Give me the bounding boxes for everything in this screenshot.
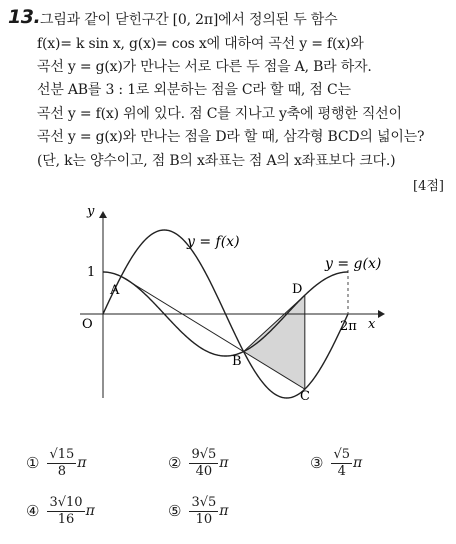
statement-line-5: 곡선 y = f(x) 위에 있다. 점 C를 지나고 y축에 평행한 직선이 (37, 106, 402, 122)
choice-4-numerator: 3√10 (49, 495, 83, 510)
choice-5-numerator: 3√5 (191, 495, 217, 510)
choice-1-fraction (47, 448, 76, 478)
y-tick-label: 1 (87, 265, 96, 280)
choice-1-denominator: 8 (57, 463, 66, 479)
choice-3-suffix: π (353, 455, 363, 472)
g-curve-label: y = g(x) (325, 256, 382, 272)
choice-4-suffix: π (85, 503, 95, 520)
origin-label: O (82, 317, 93, 332)
choice-4-mark: ④ (26, 502, 40, 521)
statement-line-4: 선분 AB를 3 : 1로 외분하는 점을 C라 할 때, 점 C는 (37, 82, 351, 98)
choice-5[interactable] (168, 496, 228, 526)
choice-5-mark: ⑤ (168, 502, 182, 521)
point-label-a: A (110, 283, 120, 298)
point-label-b: B (232, 354, 242, 369)
choice-2-denominator: 40 (195, 463, 213, 479)
choice-3-numerator: √5 (333, 447, 351, 462)
statement-line-3: 곡선 y = g(x)가 만나는 서로 다른 두 점을 A, B라 하자. (37, 59, 372, 75)
choice-2[interactable] (168, 448, 228, 478)
y-axis-label: y (87, 204, 95, 219)
choice-2-suffix: π (219, 455, 229, 472)
choice-1-mark: ① (26, 454, 40, 473)
choice-1-suffix: π (77, 455, 87, 472)
x-axis-label: x (368, 317, 376, 332)
choice-3-mark: ③ (310, 454, 324, 473)
points-label: [4점] (413, 179, 444, 194)
statement-line-6: 곡선 y = g(x)와 만나는 점을 D라 할 때, 삼각형 BCD의 넓이는? (37, 129, 425, 145)
statement-line-7: (단, k는 양수이고, 점 B의 x좌표는 점 A의 x좌표보다 크다.) (37, 153, 396, 169)
choice-3-denominator: 4 (337, 463, 346, 479)
choice-2-numerator: 9√5 (191, 447, 217, 462)
triangle-bcd (244, 295, 305, 389)
statement-line-2: f(x)= k sin x, g(x)= cos x에 대하여 곡선 y = f(x)와 (37, 36, 364, 52)
statement-line-1: 그림과 같이 닫힌구간 [0, 2π]에서 정의된 두 함수 (40, 12, 338, 28)
choice-2-mark: ② (168, 454, 182, 473)
choice-4[interactable] (26, 496, 95, 526)
x-tick-label: 2π (340, 319, 357, 334)
problem-number: 13. (8, 6, 41, 28)
point-label-c: C (300, 389, 310, 404)
point-label-d: D (292, 282, 303, 297)
choice-5-fraction (189, 496, 218, 526)
choice-5-denominator: 10 (195, 511, 213, 527)
choice-2-fraction (189, 448, 218, 478)
choice-3[interactable] (310, 448, 362, 478)
choice-4-denominator: 16 (57, 511, 75, 527)
choice-3-fraction (331, 448, 352, 478)
f-curve-label: y = f(x) (187, 234, 240, 250)
choice-1-numerator: √15 (49, 447, 75, 462)
choice-5-suffix: π (219, 503, 229, 520)
choice-4-fraction (47, 496, 84, 526)
choice-1[interactable] (26, 448, 86, 478)
